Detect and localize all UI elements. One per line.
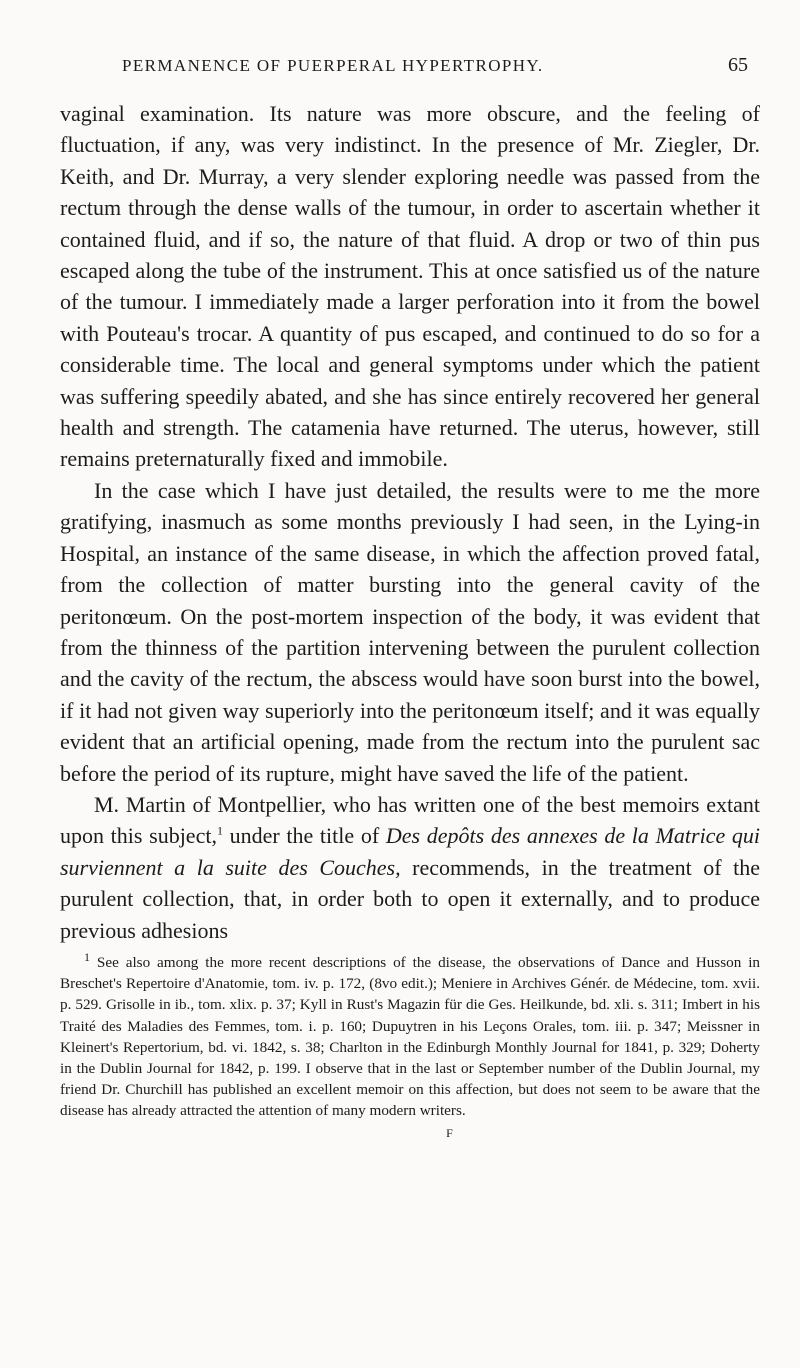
footnote-reference: 1 (216, 824, 223, 839)
running-head (60, 48, 760, 88)
footnotes (60, 949, 761, 1122)
paragraph-3-end: recommends, in the treatment of the purulent collection, that, in order both to open it externally, and to produce previous adhesions (60, 854, 760, 943)
paragraph-3 (60, 789, 760, 946)
page-number: 65 (728, 54, 748, 76)
paragraph-3-middle: under the title of (222, 823, 386, 849)
footnote-text: See also among the more recent descriptions of the disease, the observations of Dance and Husson in Breschet's Repertoire d'Anatomie, tom. iv. p. 172, (8vo edit.); Meniere in Archives Génér. de Médecine, tom. xvii. p. 529. Grisolle in ib., tom. xlix. p. 37; Kyll in Rust's Magazin für die Ges. Heilkunde, bd. xli. s. 311; Imbert in his Traité des Maladies des Femmes, tom. i. p. 160; Dupuytren in his Leçons Orales, tom. iii. p. 347; Meissner in Kleinert's Repertorium, bd. vi. 1842, s. 38; Charlton in the Edinburgh Monthly Journal for 1841, p. 329; Doherty in the Dublin Journal for 1842, p. 199. I observe that in the last or September number of the Dublin Journal, my friend Dr. Churchill has published an excellent memoir on this affection, but does not seem to be aware that the disease has already attracted the attention of many modern writers. (60, 953, 761, 1120)
footnote-1 (60, 949, 761, 1122)
running-title: PERMANENCE OF PUERPERAL HYPERTROPHY. (122, 56, 544, 75)
paragraph-3-start: M. Martin of Montpellier, who has written one of the best memoirs extant upon this subject, (60, 791, 760, 849)
book-page (60, 48, 760, 1141)
signature-mark: F (446, 1125, 454, 1140)
footnote-marker: 1 (84, 949, 90, 964)
paragraph-1: vaginal examination. Its nature was more obscure, and the feeling of fluctuation, if any, was very indistinct. In the presence of Mr. Ziegler, Dr. Keith, and Dr. Murray, a very slender exploring needle was passed from the rectum through the dense walls of the tumour, in order to ascertain whether it contained fluid, and if so, the nature of that fluid. A drop or two of thin pus escaped along the tube of the instrument. This at once satisfied us of the nature of the tumour. I immediately made a larger perforation into it from the bowel with Pouteau's trocar. A quantity of pus escaped, and continued to do so for a considerable time. The local and general symptoms under which the patient was suffering speedily abated, and she has since entirely recovered her general health and strength. The catamenia have returned. The uterus, however, still remains preternaturally fixed and immobile. (60, 101, 760, 472)
french-title: Des depôts des annexes de la Matrice qui surviennent a la suite des Couches, (60, 823, 760, 880)
body-text (60, 98, 760, 946)
paragraph-2: In the case which I have just detailed, the results were to me the more gratifying, inasmuch as some months previously I had seen, in the Lying-in Hospital, an instance of the same disease, in which the affection proved fatal, from the collection of matter bursting into the general cavity of the peritonœum. On the post-mortem inspection of the body, it was evident that from the thinness of the partition intervening between the purulent collection and the cavity of the rectum, the abscess would have soon burst into the bowel, if it had not given way superiorly into the peritonœum itself; and it was equally evident that an artificial opening, made from the rectum into the purulent sac before the period of its rupture, might have saved the life of the patient. (60, 477, 760, 786)
